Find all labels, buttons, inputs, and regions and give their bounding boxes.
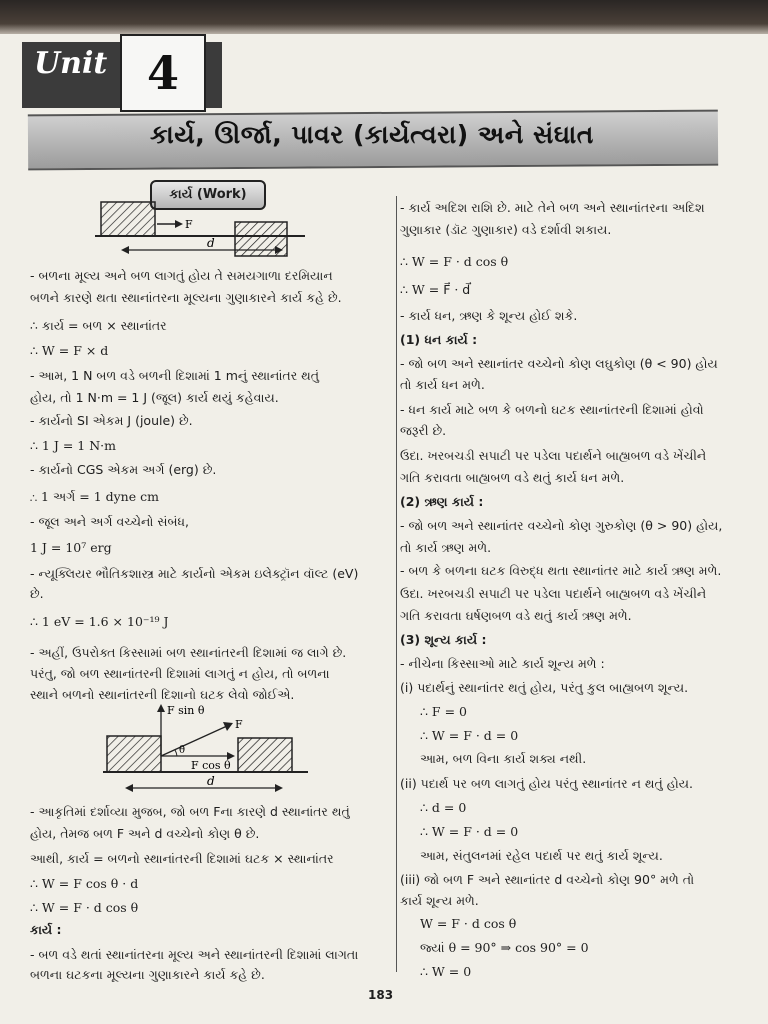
right-line: ગતિ કરાવતા ઘર્ષણબળ વડે થતું કાર્ય ઋણ મળે. [400, 608, 632, 623]
left-line: - બળ વડે થતાં સ્થાનાંતરના મૂલ્ય અને સ્થાનાંતરની દિશામાં લાગતા [30, 947, 359, 962]
left-line: - ન્યૂક્લિયર ભૌતિકશાસ્ત્ર માટે કાર્યનો એકમ ઇલેક્ટ્રૉન વૉલ્ટ (eV) [30, 566, 359, 581]
right-line: - જો બળ અને સ્થાનાંતર વચ્ચેનો કોણ લઘુકોણ (θ < 90) હોય [400, 356, 718, 371]
left-line: છે. [30, 586, 44, 601]
force-label: F [235, 718, 243, 731]
right-line: ∴ W = F · d = 0 [420, 728, 519, 743]
right-line: ∴ d = 0 [420, 800, 467, 815]
photo-top-edge [0, 0, 768, 34]
left-line: - આમ, 1 N બળ વડે બળની દિશામાં 1 mનું સ્થાનાંતર થતું [30, 368, 320, 383]
left-line: ∴ W = F · d cos θ [30, 900, 139, 915]
right-line: ઉદા. ખરબચડી સપાટી પર પડેલા પદાર્થને બાહ્યબળ વડે ખેંચીને [400, 448, 707, 463]
right-line: ∴ W = 0 [420, 964, 472, 979]
block-initial [101, 202, 155, 236]
left-line: ∴ કાર્ય = બળ × સ્થાનાંતર [30, 318, 167, 333]
unit-number: 4 [120, 34, 206, 112]
left-line: બળના ઘટકના મૂલ્યના ગુણાકારને કાર્ય કહે છે. [30, 967, 265, 982]
left-line: ∴ W = F cos θ · d [30, 876, 139, 891]
page-number: 183 [368, 988, 394, 1002]
right-line: આમ, બળ વિના કાર્ય શક્ય નથી. [420, 751, 587, 766]
left-line: ∴ 1 J = 1 N·m [30, 438, 116, 453]
force-arrow [161, 726, 227, 756]
work-diagram [95, 198, 315, 260]
right-line: કાર્ય શૂન્ય મળે. [400, 893, 479, 908]
right-line: (iii) જો બળ F અને સ્થાનાંતર d વચ્ચેનો કોણ 90° મળે તો [400, 872, 695, 887]
left-line: પરંતુ, જો બળ સ્થાનાંતરની દિશામાં લાગતું ન હોય, તો બળના [30, 666, 330, 681]
right-line: જ્યાં θ = 90° ⇒ cos 90° = 0 [420, 940, 589, 955]
left-line: - જૂલ અને અર્ગ વચ્ચેનો સંબંધ, [30, 514, 190, 529]
angled-force-diagram [103, 700, 318, 800]
right-line: આમ, સંતુલનમાં રહેલ પદાર્થ પર થતું કાર્ય શૂન્ય. [420, 848, 663, 863]
left-line: - બળના મૂલ્ય અને બળ લાગતું હોય તે સમયગાળા દરમિયાન [30, 268, 333, 283]
right-line: (i) પદાર્થનું સ્થાનાંતર થતું હોય, પરંતુ કુલ બાહ્યબળ શૂન્ય. [400, 680, 689, 695]
right-line: ∴ W = F · d cos θ [400, 254, 509, 269]
left-line: હોય, તો 1 N·m = 1 J (જૂલ) કાર્ય થયું કહેવાય. [30, 390, 279, 405]
left-line: - કાર્યનો CGS એકમ અર્ગ (erg) છે. [30, 462, 217, 477]
right-line: ∴ W = F · d = 0 [420, 824, 519, 839]
block-final [238, 738, 292, 772]
right-line: - જો બળ અને સ્થાનાંતર વચ્ચેનો કોણ ગુરુકોણ (θ > 90) હોય, [400, 518, 723, 533]
right-line: જરૂરી છે. [400, 423, 447, 438]
right-line: ∴ W = F⃗ · d⃗ [400, 282, 471, 297]
angle-arc [175, 750, 177, 756]
left-line: ∴ W = F × d [30, 343, 109, 358]
right-line: W = F · d cos θ [420, 916, 517, 931]
fsin-label: F sin θ [167, 704, 205, 717]
unit-label: Unit [34, 46, 108, 81]
left-line: ∴ 1 અર્ગ = 1 dyne cm [30, 489, 159, 504]
section-label: કાર્ય (Work) [150, 180, 266, 210]
left-line: બળને કારણે થતા સ્થાનાંતરના મૂલ્યના ગુણાકારને કાર્ય કહે છે. [30, 290, 342, 305]
block-initial [107, 736, 161, 772]
right-line: - કાર્ય ધન, ઋણ કે શૂન્ય હોઈ શકે. [400, 308, 578, 323]
left-line: હોય, તેમજ બળ F અને d વચ્ચેનો કોણ θ છે. [30, 826, 260, 841]
right-line: (1) ધન કાર્ય : [400, 332, 478, 347]
right-line: - ધન કાર્ય માટે બળ કે બળનો ઘટક સ્થાનાંતરની દિશામાં હોવો [400, 402, 704, 417]
right-line: - બળ કે બળના ઘટક વિરુદ્ધ થતા સ્થાનાંતર માટે કાર્ય ઋણ મળે. [400, 563, 722, 578]
left-line: - આકૃતિમાં દર્શાવ્યા મુજબ, જો બળ Fના કારણે d સ્થાનાંતર થતું [30, 804, 350, 819]
column-divider [396, 196, 397, 972]
right-line: ઉદા. ખરબચડી સપાટી પર પડેલા પદાર્થને બાહ્યબળ વડે ખેંચીને [400, 586, 707, 601]
left-line: કાર્ય : [30, 922, 62, 937]
right-line: - કાર્ય અદિશ રાશિ છે. માટે તેને બળ અને સ્થાનાંતરના અદિશ [400, 200, 705, 215]
right-line: તો કાર્ય ધન મળે. [400, 377, 485, 392]
distance-label: d [207, 236, 215, 250]
left-line: 1 J = 10⁷ erg [30, 540, 112, 555]
force-label: F [185, 218, 193, 231]
theta-label: θ [179, 745, 186, 756]
right-line: ગુણાકાર (ડૉટ ગુણાકાર) વડે દર્શાવી શકાય. [400, 222, 612, 237]
right-line: તો કાર્ય ઋણ મળે. [400, 540, 492, 555]
right-line: - નીચેના કિસ્સાઓ માટે કાર્ય શૂન્ય મળે : [400, 656, 605, 671]
left-line: - અહીં, ઉપરોક્ત કિસ્સામાં બળ સ્થાનાંતરની દિશામાં જ લાગે છે. [30, 645, 347, 660]
left-line: ∴ 1 eV = 1.6 × 10⁻¹⁹ J [30, 614, 169, 629]
chapter-title: કાર્ય, ઊર્જા, પાવર (કાર્યત્વરા) અને સંઘાત [150, 120, 594, 149]
right-line: ગતિ કરાવતા બાહ્યબળ વડે થતું કાર્ય ધન મળે. [400, 470, 625, 485]
left-line: - કાર્યનો SI એકમ J (joule) છે. [30, 413, 193, 428]
distance-label: d [207, 774, 215, 788]
fcos-label: F cos θ [191, 759, 231, 772]
right-line: ∴ F = 0 [420, 704, 467, 719]
right-line: (ii) પદાર્થ પર બળ લાગતું હોય પરંતુ સ્થાનાંતર ન થતું હોય. [400, 776, 693, 791]
right-line: (2) ઋણ કાર્ય : [400, 494, 484, 509]
left-line: આથી, કાર્ય = બળનો સ્થાનાંતરની દિશામાં ઘટક × સ્થાનાંતર [30, 851, 334, 866]
right-line: (3) શૂન્ય કાર્ય : [400, 632, 487, 647]
left-line: સ્થાને બળનો સ્થાનાંતરની દિશાનો ઘટક લેવો જોઈએ. [30, 687, 295, 702]
